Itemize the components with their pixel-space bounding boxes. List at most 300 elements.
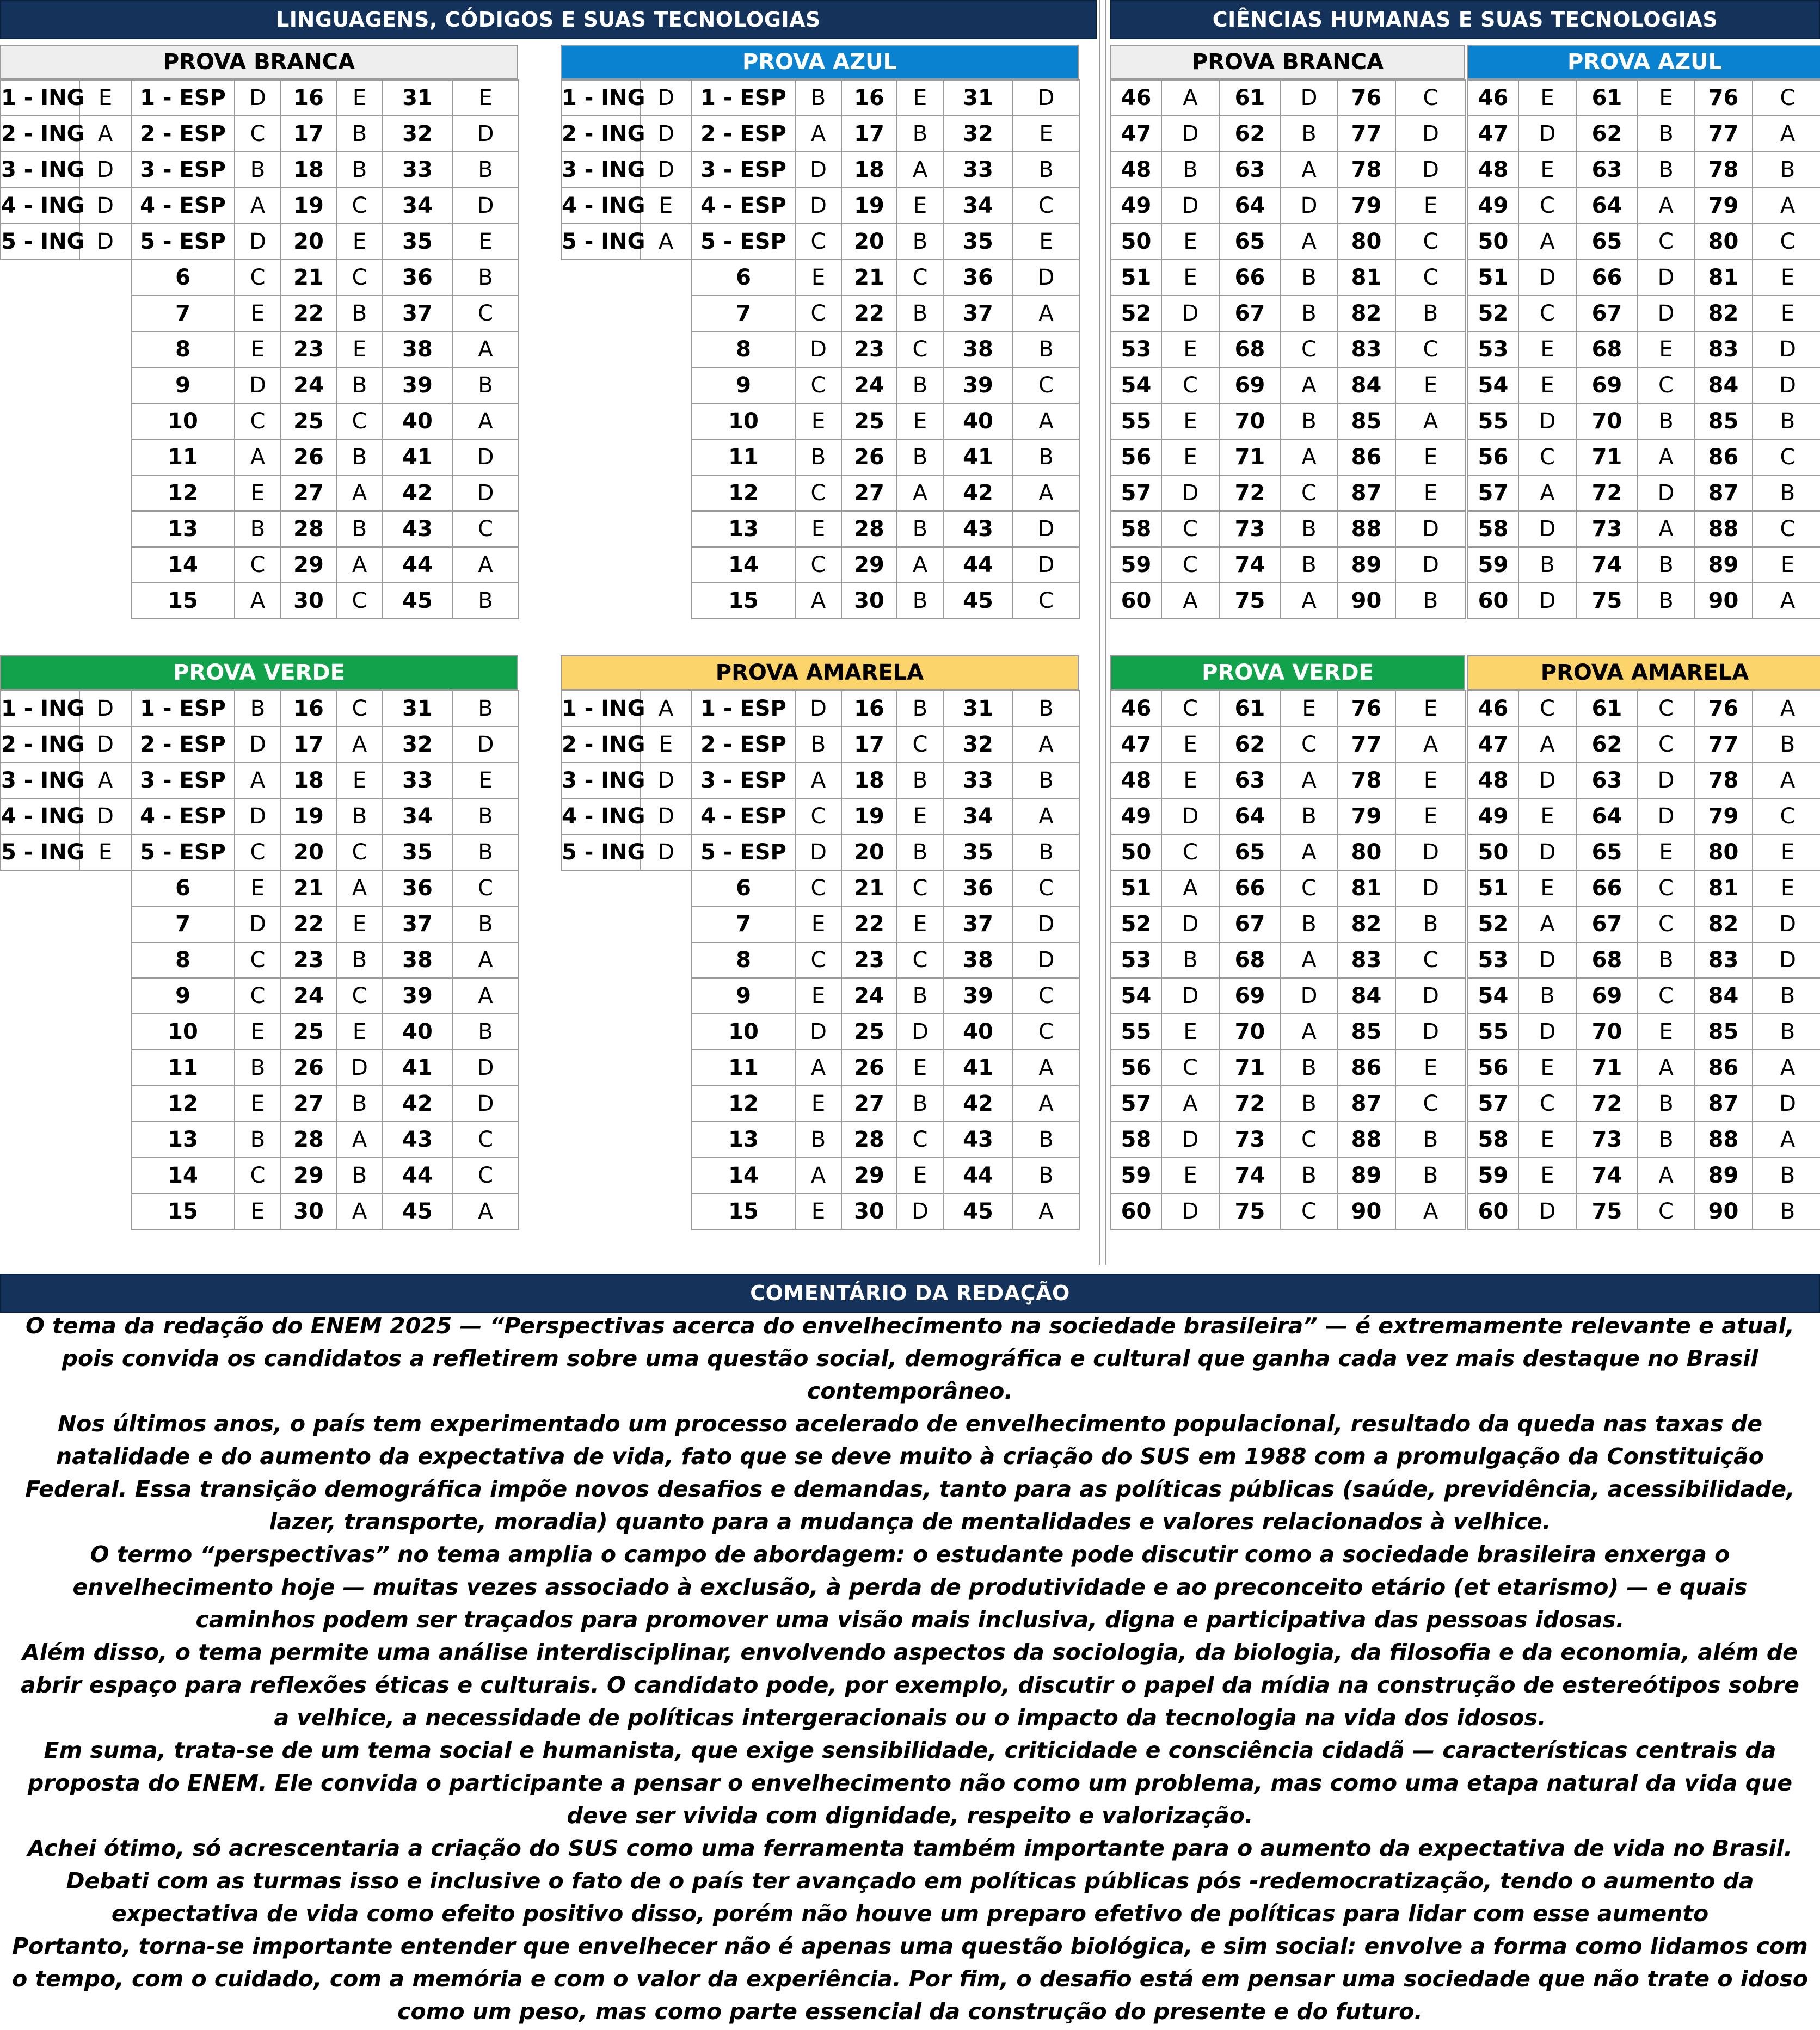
question-number: 49 bbox=[1468, 188, 1518, 224]
prova-azul-title: PROVA AZUL bbox=[1467, 45, 1820, 79]
question-number: 31 bbox=[383, 691, 452, 727]
question-number: 62 bbox=[1219, 727, 1281, 762]
answer-letter: A bbox=[336, 475, 383, 511]
question-number: 2 - ESP bbox=[692, 727, 795, 762]
answer-letter: C bbox=[1013, 1014, 1079, 1050]
table-row bbox=[1468, 367, 1820, 403]
empty-cell bbox=[79, 1122, 131, 1158]
answer-letter: B bbox=[1753, 978, 1820, 1014]
question-number: 10 bbox=[692, 403, 795, 439]
header-linguagens: LINGUAGENS, CÓDIGOS E SUAS TECNOLOGIAS bbox=[0, 0, 1097, 39]
answer-letter: B bbox=[1395, 1122, 1466, 1158]
question-number: 87 bbox=[1694, 1086, 1753, 1122]
empty-cell bbox=[1, 403, 79, 439]
answer-letter: A bbox=[1281, 439, 1337, 475]
answer-letter: B bbox=[452, 260, 519, 296]
question-number: 56 bbox=[1468, 1050, 1518, 1086]
answer-letter: E bbox=[795, 906, 841, 942]
answer-letter: A bbox=[795, 1158, 841, 1194]
question-number: 83 bbox=[1694, 942, 1753, 978]
answer-letter: D bbox=[1518, 511, 1576, 547]
question-number: 54 bbox=[1111, 978, 1161, 1014]
answer-letter: D bbox=[640, 80, 692, 116]
answer-letter: E bbox=[1753, 547, 1820, 583]
question-number: 15 bbox=[131, 1194, 235, 1229]
answer-letter: E bbox=[336, 762, 383, 798]
question-number: 55 bbox=[1468, 403, 1518, 439]
question-number: 71 bbox=[1576, 1050, 1638, 1086]
table-row bbox=[561, 1194, 1079, 1229]
answer-letter: B bbox=[336, 798, 383, 834]
answer-letter: A bbox=[1161, 80, 1219, 116]
answer-letter: D bbox=[1395, 152, 1466, 188]
answer-letter: E bbox=[1395, 691, 1466, 727]
question-number: 25 bbox=[281, 1014, 336, 1050]
question-number: 47 bbox=[1468, 727, 1518, 762]
answer-letter: D bbox=[1161, 1122, 1219, 1158]
answer-letter: D bbox=[1281, 188, 1337, 224]
question-number: 21 bbox=[281, 260, 336, 296]
question-number: 84 bbox=[1694, 367, 1753, 403]
question-number: 54 bbox=[1111, 367, 1161, 403]
answer-letter: E bbox=[1518, 80, 1576, 116]
table-row bbox=[1468, 978, 1820, 1014]
question-number: 66 bbox=[1576, 870, 1638, 906]
empty-cell bbox=[79, 1086, 131, 1122]
table-row bbox=[1468, 475, 1820, 511]
answer-letter: C bbox=[1281, 1194, 1337, 1229]
question-number: 43 bbox=[943, 1122, 1013, 1158]
empty-cell bbox=[561, 942, 640, 978]
table-row bbox=[1468, 1122, 1820, 1158]
answer-letter: B bbox=[1013, 834, 1079, 870]
answer-letter: A bbox=[452, 547, 519, 583]
question-number: 17 bbox=[841, 727, 897, 762]
question-number: 22 bbox=[841, 906, 897, 942]
column-divider bbox=[1099, 0, 1106, 1265]
table-row bbox=[1111, 942, 1466, 978]
table-row bbox=[1468, 798, 1820, 834]
answer-letter: D bbox=[452, 188, 519, 224]
answer-letter: D bbox=[452, 727, 519, 762]
answer-letter: C bbox=[452, 1158, 519, 1194]
answer-letter: C bbox=[1638, 224, 1694, 260]
question-number: 55 bbox=[1468, 1014, 1518, 1050]
question-number: 9 bbox=[131, 978, 235, 1014]
answer-letter: A bbox=[1013, 1086, 1079, 1122]
answer-letter: A bbox=[1638, 1050, 1694, 1086]
question-number: 34 bbox=[943, 798, 1013, 834]
answer-letter: B bbox=[897, 1086, 943, 1122]
question-number: 16 bbox=[841, 80, 897, 116]
question-number: 36 bbox=[383, 870, 452, 906]
question-number: 77 bbox=[1694, 116, 1753, 152]
answer-letter: A bbox=[452, 403, 519, 439]
header-comentario: COMENTÁRIO DA REDAÇÃO bbox=[0, 1274, 1820, 1313]
table-row bbox=[561, 116, 1079, 152]
answer-letter: B bbox=[1638, 1086, 1694, 1122]
answer-letter: C bbox=[452, 1122, 519, 1158]
question-number: 58 bbox=[1468, 1122, 1518, 1158]
question-number: 4 - ING bbox=[1, 188, 79, 224]
question-number: 61 bbox=[1219, 691, 1281, 727]
answer-letter: A bbox=[1753, 1050, 1820, 1086]
question-number: 22 bbox=[841, 296, 897, 331]
empty-cell bbox=[640, 1158, 692, 1194]
answer-letter: D bbox=[1395, 834, 1466, 870]
answer-letter: D bbox=[1395, 1014, 1466, 1050]
answer-letter: E bbox=[1753, 870, 1820, 906]
answer-letter: C bbox=[1638, 1194, 1694, 1229]
question-number: 29 bbox=[841, 1158, 897, 1194]
table-row bbox=[1111, 1050, 1466, 1086]
answer-letter: D bbox=[1753, 1086, 1820, 1122]
answer-letter: A bbox=[1753, 583, 1820, 619]
question-number: 83 bbox=[1694, 331, 1753, 367]
answer-letter: D bbox=[795, 691, 841, 727]
question-number: 7 bbox=[692, 906, 795, 942]
answer-letter: C bbox=[897, 1122, 943, 1158]
answer-letter: C bbox=[336, 188, 383, 224]
answer-letter: D bbox=[1638, 798, 1694, 834]
answer-letter: C bbox=[795, 798, 841, 834]
question-number: 72 bbox=[1219, 1086, 1281, 1122]
question-number: 72 bbox=[1576, 475, 1638, 511]
answer-letter: D bbox=[795, 331, 841, 367]
question-number: 33 bbox=[943, 762, 1013, 798]
answer-letter: B bbox=[1638, 547, 1694, 583]
question-number: 21 bbox=[841, 260, 897, 296]
answer-letter: D bbox=[795, 1014, 841, 1050]
question-number: 36 bbox=[943, 870, 1013, 906]
question-number: 80 bbox=[1337, 834, 1395, 870]
question-number: 20 bbox=[281, 834, 336, 870]
table-row bbox=[1468, 439, 1820, 475]
question-number: 73 bbox=[1576, 1122, 1638, 1158]
table-row bbox=[1111, 1014, 1466, 1050]
answer-letter: E bbox=[1518, 1050, 1576, 1086]
question-number: 1 - ING bbox=[1, 691, 79, 727]
empty-cell bbox=[640, 367, 692, 403]
table-row bbox=[1468, 727, 1820, 762]
table-row bbox=[1468, 511, 1820, 547]
question-number: 5 - ING bbox=[1, 224, 79, 260]
answer-letter: B bbox=[235, 691, 281, 727]
question-number: 51 bbox=[1468, 870, 1518, 906]
answer-letter: A bbox=[1013, 1050, 1079, 1086]
question-number: 11 bbox=[692, 439, 795, 475]
answer-letter: B bbox=[795, 727, 841, 762]
question-number: 57 bbox=[1111, 1086, 1161, 1122]
question-number: 56 bbox=[1111, 439, 1161, 475]
answer-letter: C bbox=[336, 260, 383, 296]
question-number: 50 bbox=[1468, 224, 1518, 260]
question-number: 79 bbox=[1694, 798, 1753, 834]
answer-letter: A bbox=[1518, 906, 1576, 942]
question-number: 74 bbox=[1576, 1158, 1638, 1194]
answer-letter: D bbox=[79, 727, 131, 762]
question-number: 69 bbox=[1219, 367, 1281, 403]
answer-letter: E bbox=[1518, 870, 1576, 906]
answer-letter: C bbox=[897, 727, 943, 762]
answer-letter: D bbox=[1013, 260, 1079, 296]
question-number: 72 bbox=[1576, 1086, 1638, 1122]
answer-letter: A bbox=[1518, 727, 1576, 762]
question-number: 3 - ING bbox=[561, 762, 640, 798]
question-number: 1 - ESP bbox=[131, 80, 235, 116]
question-number: 72 bbox=[1219, 475, 1281, 511]
empty-cell bbox=[79, 1194, 131, 1229]
empty-cell bbox=[79, 475, 131, 511]
answer-letter: A bbox=[1281, 1014, 1337, 1050]
answer-letter: C bbox=[336, 978, 383, 1014]
answer-letter: C bbox=[1638, 870, 1694, 906]
question-number: 48 bbox=[1111, 152, 1161, 188]
table-row bbox=[1111, 224, 1466, 260]
question-number: 51 bbox=[1111, 260, 1161, 296]
question-number: 38 bbox=[383, 331, 452, 367]
question-number: 46 bbox=[1468, 691, 1518, 727]
answer-letter: B bbox=[1281, 511, 1337, 547]
question-number: 9 bbox=[692, 367, 795, 403]
empty-cell bbox=[561, 583, 640, 619]
question-number: 89 bbox=[1337, 1158, 1395, 1194]
answer-letter: C bbox=[235, 1158, 281, 1194]
question-number: 84 bbox=[1337, 367, 1395, 403]
table-row bbox=[1111, 152, 1466, 188]
question-number: 2 - ESP bbox=[692, 116, 795, 152]
question-number: 33 bbox=[383, 152, 452, 188]
question-number: 3 - ING bbox=[1, 152, 79, 188]
answer-letter: C bbox=[795, 547, 841, 583]
answer-letter: E bbox=[1638, 80, 1694, 116]
answer-letter: B bbox=[1281, 116, 1337, 152]
question-number: 75 bbox=[1219, 583, 1281, 619]
question-number: 52 bbox=[1468, 906, 1518, 942]
question-number: 89 bbox=[1694, 547, 1753, 583]
question-number: 66 bbox=[1576, 260, 1638, 296]
question-number: 6 bbox=[692, 260, 795, 296]
question-number: 89 bbox=[1337, 547, 1395, 583]
prova-azul-title: PROVA AZUL bbox=[561, 45, 1079, 79]
answer-letter: A bbox=[1638, 439, 1694, 475]
question-number: 64 bbox=[1576, 188, 1638, 224]
answer-letter: A bbox=[640, 224, 692, 260]
answer-letter: E bbox=[235, 296, 281, 331]
question-number: 1 - ESP bbox=[131, 691, 235, 727]
table-row bbox=[1111, 1086, 1466, 1122]
answer-letter: A bbox=[235, 583, 281, 619]
answer-letter: E bbox=[79, 80, 131, 116]
table-row bbox=[561, 798, 1079, 834]
answer-letter: A bbox=[897, 152, 943, 188]
question-number: 29 bbox=[281, 547, 336, 583]
question-number: 3 - ESP bbox=[692, 152, 795, 188]
question-number: 12 bbox=[692, 1086, 795, 1122]
answer-letter: B bbox=[1013, 439, 1079, 475]
table-row bbox=[561, 1014, 1079, 1050]
question-number: 33 bbox=[383, 762, 452, 798]
table-row bbox=[1, 1122, 519, 1158]
answer-letter: C bbox=[235, 978, 281, 1014]
table-row bbox=[1468, 403, 1820, 439]
answer-letter: E bbox=[795, 403, 841, 439]
question-number: 4 - ESP bbox=[692, 188, 795, 224]
table-row bbox=[1111, 906, 1466, 942]
answer-letter: E bbox=[1518, 1158, 1576, 1194]
empty-cell bbox=[1, 1194, 79, 1229]
prova-branca-title: PROVA BRANCA bbox=[0, 45, 518, 79]
answer-letter: B bbox=[336, 1086, 383, 1122]
empty-cell bbox=[1, 547, 79, 583]
empty-cell bbox=[79, 978, 131, 1014]
question-number: 90 bbox=[1337, 1194, 1395, 1229]
question-number: 11 bbox=[692, 1050, 795, 1086]
question-number: 78 bbox=[1694, 152, 1753, 188]
question-number: 15 bbox=[692, 583, 795, 619]
answer-letter: B bbox=[1281, 906, 1337, 942]
question-number: 38 bbox=[383, 942, 452, 978]
answer-letter: E bbox=[1395, 188, 1466, 224]
empty-cell bbox=[1, 1014, 79, 1050]
answer-letter: B bbox=[336, 1158, 383, 1194]
answer-letter: A bbox=[897, 547, 943, 583]
answer-letter: A bbox=[1013, 798, 1079, 834]
answer-letter: B bbox=[1638, 403, 1694, 439]
panel-ling-branca bbox=[0, 45, 519, 619]
question-number: 39 bbox=[383, 978, 452, 1014]
empty-cell bbox=[561, 1014, 640, 1050]
answer-letter: C bbox=[235, 260, 281, 296]
question-number: 6 bbox=[131, 870, 235, 906]
empty-cell bbox=[640, 511, 692, 547]
table-row bbox=[561, 152, 1079, 188]
table-row bbox=[1111, 116, 1466, 152]
question-number: 45 bbox=[383, 1194, 452, 1229]
question-number: 3 - ESP bbox=[692, 762, 795, 798]
table-row bbox=[1111, 870, 1466, 906]
question-number: 28 bbox=[281, 511, 336, 547]
table-row bbox=[561, 475, 1079, 511]
table-row bbox=[1111, 260, 1466, 296]
table-row bbox=[561, 403, 1079, 439]
answer-letter: D bbox=[1281, 978, 1337, 1014]
answer-letter: C bbox=[1753, 511, 1820, 547]
empty-cell bbox=[561, 1194, 640, 1229]
answer-letter: B bbox=[897, 691, 943, 727]
answer-letter: C bbox=[1161, 1050, 1219, 1086]
question-number: 52 bbox=[1468, 296, 1518, 331]
answer-letter: C bbox=[795, 367, 841, 403]
answer-letter: B bbox=[897, 762, 943, 798]
answer-letter: E bbox=[1395, 439, 1466, 475]
question-number: 22 bbox=[281, 906, 336, 942]
table-row bbox=[1111, 80, 1466, 116]
question-number: 90 bbox=[1694, 583, 1753, 619]
table-row bbox=[1468, 834, 1820, 870]
question-number: 5 - ING bbox=[1, 834, 79, 870]
table-row bbox=[561, 1086, 1079, 1122]
empty-cell bbox=[79, 1158, 131, 1194]
answer-letter: D bbox=[640, 152, 692, 188]
answer-letter: B bbox=[795, 439, 841, 475]
answer-letter: E bbox=[795, 1086, 841, 1122]
answer-letter: C bbox=[1395, 1086, 1466, 1122]
answer-letter: A bbox=[1281, 583, 1337, 619]
answer-letter: A bbox=[1395, 1194, 1466, 1229]
table-row bbox=[1, 870, 519, 906]
question-number: 37 bbox=[383, 906, 452, 942]
answer-letter: B bbox=[795, 80, 841, 116]
table-row bbox=[1468, 1158, 1820, 1194]
empty-cell bbox=[640, 403, 692, 439]
question-number: 14 bbox=[692, 547, 795, 583]
empty-cell bbox=[561, 906, 640, 942]
question-number: 68 bbox=[1219, 331, 1281, 367]
table-row bbox=[1, 511, 519, 547]
table-row bbox=[1468, 583, 1820, 619]
answer-letter: B bbox=[897, 978, 943, 1014]
answer-letter: B bbox=[1281, 260, 1337, 296]
answer-letter: B bbox=[1281, 403, 1337, 439]
question-number: 86 bbox=[1337, 439, 1395, 475]
answer-letter: A bbox=[1395, 403, 1466, 439]
question-number: 70 bbox=[1576, 1014, 1638, 1050]
answer-letter: D bbox=[235, 798, 281, 834]
question-number: 63 bbox=[1219, 152, 1281, 188]
question-number: 38 bbox=[943, 942, 1013, 978]
answer-letter: E bbox=[1518, 152, 1576, 188]
table-row bbox=[561, 978, 1079, 1014]
answer-letter: B bbox=[452, 367, 519, 403]
commentary-paragraph: O termo “perspectivas” no tema amplia o campo de abordagem: o estudante pode discutir como a sociedade brasileira enxerga o envelhecimento hoje — muitas vezes associado à exclusão, à perda de produtividade e ao preconceito etário (et etarismo) — e quais caminhos podem ser traçados para promover uma visão mais inclusiva, digna e participativa das pessoas idosas. bbox=[72, 1541, 1748, 1633]
question-number: 24 bbox=[841, 978, 897, 1014]
answer-letter: E bbox=[235, 1194, 281, 1229]
answer-table bbox=[561, 690, 1080, 1230]
question-number: 3 - ESP bbox=[131, 762, 235, 798]
answer-letter: B bbox=[1638, 942, 1694, 978]
question-number: 46 bbox=[1111, 691, 1161, 727]
question-number: 26 bbox=[841, 1050, 897, 1086]
question-number: 61 bbox=[1576, 80, 1638, 116]
question-number: 67 bbox=[1576, 296, 1638, 331]
answer-letter: B bbox=[1518, 547, 1576, 583]
question-number: 45 bbox=[383, 583, 452, 619]
table-row bbox=[1, 439, 519, 475]
question-number: 57 bbox=[1468, 1086, 1518, 1122]
answer-letter: B bbox=[1518, 978, 1576, 1014]
question-number: 58 bbox=[1111, 1122, 1161, 1158]
panel-hum-verde bbox=[1110, 655, 1466, 1230]
answer-letter: C bbox=[1753, 80, 1820, 116]
answer-letter: B bbox=[1281, 1086, 1337, 1122]
question-number: 8 bbox=[131, 331, 235, 367]
answer-letter: C bbox=[1638, 727, 1694, 762]
question-number: 41 bbox=[383, 1050, 452, 1086]
question-number: 69 bbox=[1576, 367, 1638, 403]
question-number: 52 bbox=[1111, 906, 1161, 942]
answer-letter: D bbox=[1638, 260, 1694, 296]
question-number: 50 bbox=[1111, 224, 1161, 260]
question-number: 27 bbox=[281, 1086, 336, 1122]
empty-cell bbox=[79, 547, 131, 583]
question-number: 2 - ING bbox=[1, 116, 79, 152]
answer-letter: E bbox=[452, 762, 519, 798]
answer-letter: B bbox=[336, 942, 383, 978]
empty-cell bbox=[640, 1050, 692, 1086]
answer-letter: B bbox=[1638, 116, 1694, 152]
answer-letter: B bbox=[897, 296, 943, 331]
